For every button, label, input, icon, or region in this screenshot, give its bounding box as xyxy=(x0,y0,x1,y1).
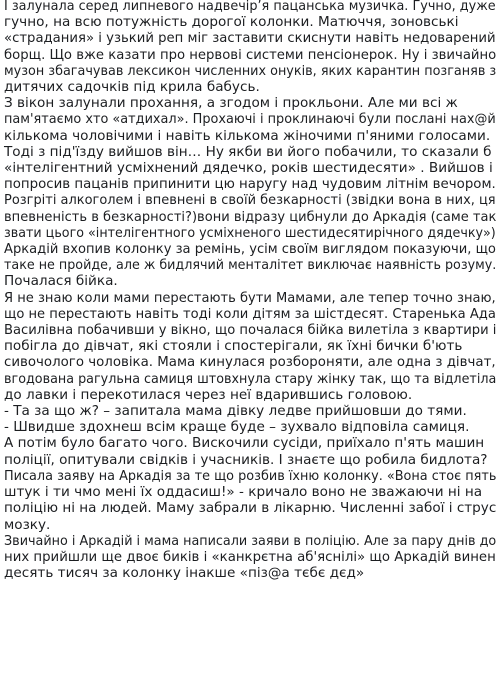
post-line: Аркадій вхопив колонку за ремінь, усім своїм виглядом показуючи, що xyxy=(4,241,496,258)
post-line: - Та за що ж? – запитала мама дівку ледве прийшовши до тями. xyxy=(4,403,467,420)
post-line: десять тисяч за колонку інакше «піз@а тєбє дєд» xyxy=(4,565,365,582)
post-line: Я не знаю коли мами перестають бути Мамами, але тепер точно знаю, xyxy=(4,289,496,306)
post-paragraph-police xyxy=(4,435,496,532)
post-line: таке не пройде, але ж бидлячий менталітет виключає наявність розуму. xyxy=(4,257,497,274)
post-paragraph-mother xyxy=(4,290,496,403)
post-line: впевненість в безкарності?)вони відразу цибнули до Аркадія (саме так xyxy=(4,208,497,225)
post-line: них прийшли ще двоє биків і «канкрєтна аб'яснілі» що Аркадій винен xyxy=(4,548,496,565)
post-line: вгодована рагульна самиця штовхнула стару жінку так, що та відлетіла xyxy=(4,370,497,387)
post-line: Василівна побачивши у вікно, що почалася бійка вилетіла з квартири і xyxy=(4,322,497,339)
post-paragraph-arkadiy xyxy=(4,144,496,290)
post-line: «страдания» і узький реп міг заставити скиснути навіть недоварений xyxy=(4,30,496,47)
post-line: - Швидше здохнеш всім краще буде – зухвало відповіла самиця. xyxy=(4,419,470,436)
post-line: що не перестають навіть тоді коли дітям за шістдесят. Старенька Ада xyxy=(4,305,496,322)
post-line: Звичайно і Аркадій і мама написали заяви в поліцію. Але за пару днів до xyxy=(4,532,497,549)
post-line: поліції, опитували свідків і учасників. І знаєте що робила бидлота? xyxy=(4,451,488,468)
post-line: музон збагачував лексикон численних онуків, яких карантин позганяв з xyxy=(4,62,497,79)
post-paragraph-complaints xyxy=(4,95,496,144)
post-line: Почалася бійка. xyxy=(4,273,118,290)
post-line: «інтелігентний усміхнений дядечко, років шестидесяти» . Вийшов і xyxy=(4,160,493,177)
post-line: штук і ти чмо мені їх оддасиш!» - кричало воно не зважаючи ні на xyxy=(4,484,483,501)
post-paragraph-ending xyxy=(4,533,496,582)
post-line: кількома чоловічими і навіть кількома жіночими п'яними голосами. xyxy=(4,127,491,144)
post-line: А потім було багато чого. Вискочили сусіди, приїхало п'ять машин xyxy=(4,435,485,452)
post-line: І залунала серед липневого надвечір’я пацанська музичка. Гучно, дуже xyxy=(4,0,496,14)
post-paragraph-dialogue xyxy=(4,403,496,435)
post-line: борщ. Що вже казати про нервові системи пенсіонерок. Ну і звичайно xyxy=(4,46,497,63)
post-line: звати цього «інтелігентного усміхненого шестидесятирічного дядечку») xyxy=(4,224,496,241)
post-line: до лавки і перекотилася через неї вдарившись головою. xyxy=(4,386,413,403)
post-line: Тоді з під'їзду вийшов він… Ну якби ви його побачили, то сказали б xyxy=(4,143,492,160)
post-line: гучно, на всю потужність дорогої колонки. Матюччя, зоновські xyxy=(4,14,459,31)
post-line: Розгріті алкоголем і впевнені в своїй безкарності (звідки вона в них, ця xyxy=(4,192,496,209)
post-body xyxy=(4,0,496,581)
post-line: поліцію ні на людей. Маму забрали в лікарню. Численні забої і струс xyxy=(4,500,497,517)
post-line: попросив пацанів припинити цю наругу над чудовим літнім вечором. xyxy=(4,176,496,193)
post-line: Писала заяву на Аркадія за те що розбив їхню колонку. «Вона стоє пять xyxy=(4,467,497,484)
post-line: сивочолого чоловіка. Мама кинулася розбороняти, але одна з дівчат, xyxy=(4,354,496,371)
post-line: мозку. xyxy=(4,516,51,533)
post-line: пам'ятаємо хто «атдихал». Прохаючі і проклинаючі були послані нах@й xyxy=(4,111,496,128)
post-line: побігла до дівчат, які стояли і спостерігали, як їхні бички б'ють xyxy=(4,338,463,355)
post-paragraph-intro xyxy=(4,0,496,95)
post-line: дитячих садочків під крила бабусь. xyxy=(4,79,260,96)
post-line: З вікон залунали прохання, а згодом і прокльони. Але ми всі ж xyxy=(4,95,458,112)
